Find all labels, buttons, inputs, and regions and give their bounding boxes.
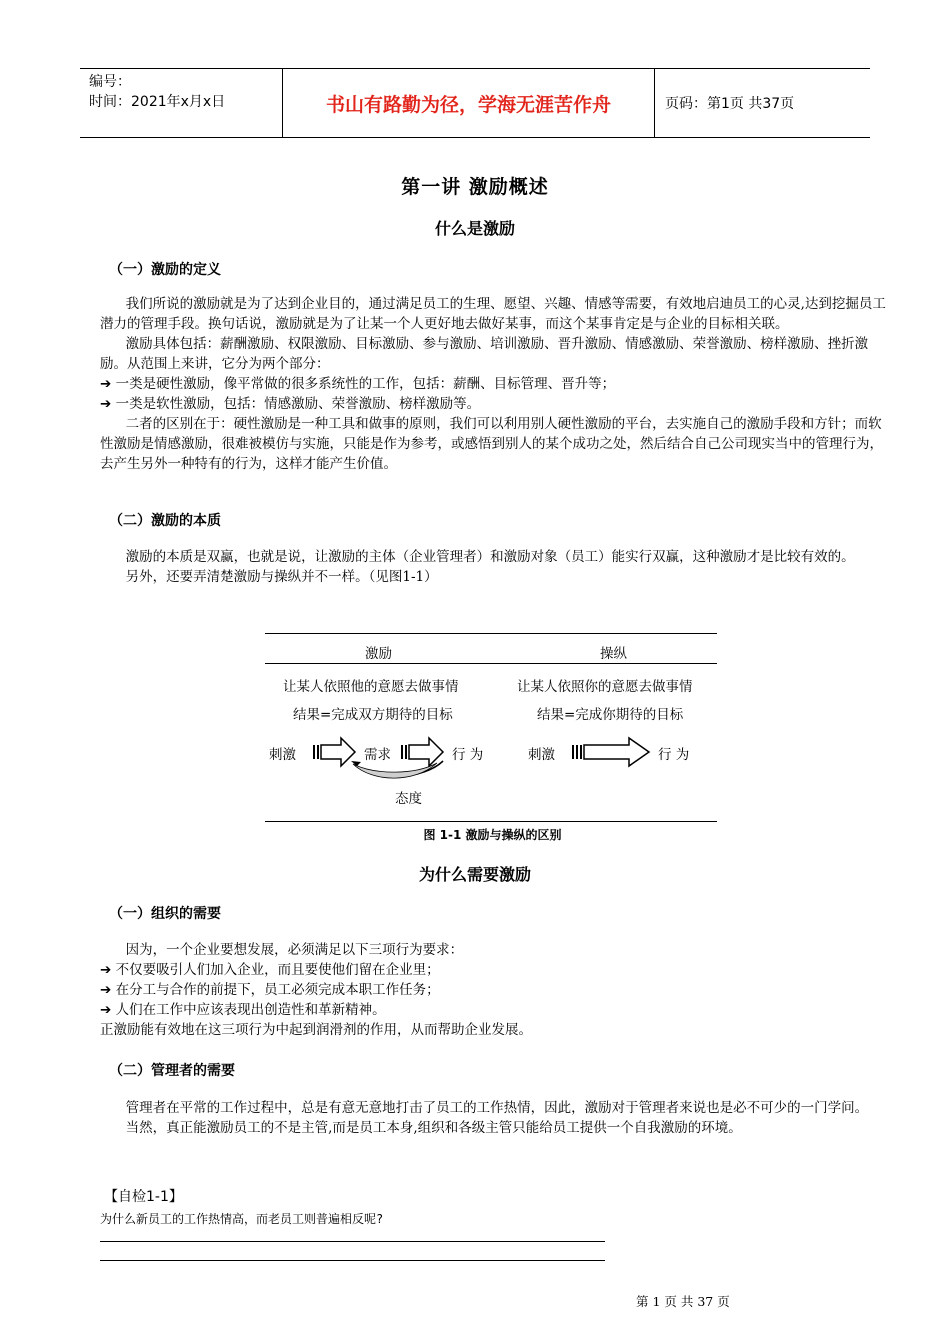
figure-stimulus-label: 刺激	[269, 747, 296, 763]
self-check-question: 为什么新员工的工作热情高，而老员工则普遍相反呢?	[100, 1212, 384, 1226]
block-arrow-need-action	[401, 738, 443, 766]
figure-arrows	[265, 633, 717, 822]
answer-line[interactable]	[100, 1241, 605, 1242]
paragraph: 因为，一个企业要想发展，必须满足以下三项行为要求：	[125, 942, 464, 958]
page-title: 第一讲 激励概述	[401, 176, 549, 198]
figure-attitude-label: 态度	[395, 791, 422, 807]
page-header	[80, 68, 870, 138]
figure-incentive-vs-manipulation	[265, 633, 717, 822]
block-arrow-manipulation	[572, 738, 649, 766]
arrow-icon: ➔	[100, 376, 112, 392]
bullet-item: ➔ 人们在工作中应该表现出创造性和革新精神。	[100, 1002, 386, 1018]
arrow-icon: ➔	[100, 962, 112, 978]
figure-col2-line1: 让某人依照你的意愿去做事情	[517, 679, 693, 695]
section2-sub2-heading: （二）管理者的需要	[109, 1063, 235, 1079]
figure-caption: 图 1-1 激励与操纵的区别	[423, 828, 562, 842]
block-arrow-stimulus-need	[313, 738, 355, 766]
figure-col1-line1: 让某人依照他的意愿去做事情	[283, 679, 459, 695]
time-label: 时间：2021年x月x日	[89, 94, 226, 110]
section1-sub1-body	[100, 294, 895, 474]
figure-col1-line2: 结果=完成双方期待的目标	[293, 707, 453, 723]
figure-col2-line2: 结果=完成你期待的目标	[537, 707, 684, 723]
section2-sub1-body	[100, 940, 895, 1040]
arrow-icon: ➔	[100, 1002, 112, 1018]
section2-sub2-body	[100, 1098, 895, 1138]
arrow-icon: ➔	[100, 982, 112, 998]
section1-sub2-heading: （二）激励的本质	[109, 513, 221, 529]
paragraph: 我们所说的激励就是为了达到企业目的，通过满足员工的生理、愿望、兴趣、情感等需要，有效地启迪员工的心灵,达到挖掘员工潜力的管理手段。换句话说，激励就是为了让某一个人更好地去做好某事，而这个某事肯定是与企业的目标相关联。	[100, 296, 886, 332]
page-footer: 第 1 页 共 37 页	[636, 1294, 730, 1309]
figure-need-label: 需求	[364, 747, 391, 763]
section2-sub1-heading: （一）组织的需要	[109, 906, 221, 922]
arrow-icon: ➔	[100, 396, 112, 412]
section1-sub2-body	[100, 547, 895, 587]
self-check-label: 【自检1-1】	[104, 1189, 183, 1205]
section1-sub1-heading: （一）激励的定义	[109, 262, 221, 278]
figure-action-label-2: 行 为	[658, 747, 690, 763]
number-label: 编号：	[89, 74, 131, 90]
figure-col2-header: 操纵	[600, 646, 627, 662]
bullet-item: ➔ 一类是软性激励，包括：情感激励、荣誉激励、榜样激励等。	[100, 396, 481, 412]
header-motto: 书山有路勤为径，学海无涯苦作舟	[282, 69, 655, 137]
header-meta	[80, 69, 282, 137]
bullet-item: ➔ 一类是硬性激励，像平常做的很多系统性的工作，包括：薪酬、目标管理、晋升等；	[100, 376, 616, 392]
section2-heading: 为什么需要激励	[418, 865, 531, 884]
bullet-item: ➔ 在分工与合作的前提下，员工必须完成本职工作任务；	[100, 982, 440, 998]
answer-line[interactable]	[100, 1260, 605, 1261]
figure-col1-header: 激励	[365, 646, 392, 662]
header-page-label: 页码：第1页 共37页	[665, 96, 795, 112]
section1-heading: 什么是激励	[434, 219, 515, 238]
paragraph: 激励具体包括：薪酬激励、权限激励、目标激励、参与激励、培训激励、晋升激励、情感激励、荣誉激励、榜样激励、挫折激励。从范围上来讲，它分为两个部分：	[100, 336, 869, 372]
paragraph: 另外，还要弄清楚激励与操纵并不一样。（见图1-1）	[125, 569, 438, 585]
figure-stimulus-label-2: 刺激	[528, 747, 555, 763]
paragraph: 管理者在平常的工作过程中，总是有意无意地打击了员工的工作热情，因此，激励对于管理者来说也是必不可少的一门学问。	[125, 1100, 869, 1116]
paragraph: 激励的本质是双赢，也就是说，让激励的主体（企业管理者）和激励对象（员工）能实行双赢，这种激励才是比较有效的。	[125, 549, 855, 565]
paragraph: 当然，真正能激励员工的不是主管,而是员工本身,组织和各级主管只能给员工提供一个自我激励的环境。	[125, 1120, 742, 1136]
bullet-item: ➔ 不仅要吸引人们加入企业，而且要使他们留在企业里；	[100, 962, 440, 978]
paragraph: 正激励能有效地在这三项行为中起到润滑剂的作用，从而帮助企业发展。	[100, 1022, 532, 1038]
paragraph: 二者的区别在于：硬性激励是一种工具和做事的原则，我们可以利用别人硬性激励的平台，去实施自己的激励手段和方针；而软性激励是情感激励，很难被模仿与实施，只能是作为参考，或感悟到别人的某个成功之处，然后结合自己公司现实当中的管理行为，去产生另外一种特有的行为，这样才能产生价值。	[100, 416, 883, 472]
figure-action-label: 行 为	[452, 747, 484, 763]
